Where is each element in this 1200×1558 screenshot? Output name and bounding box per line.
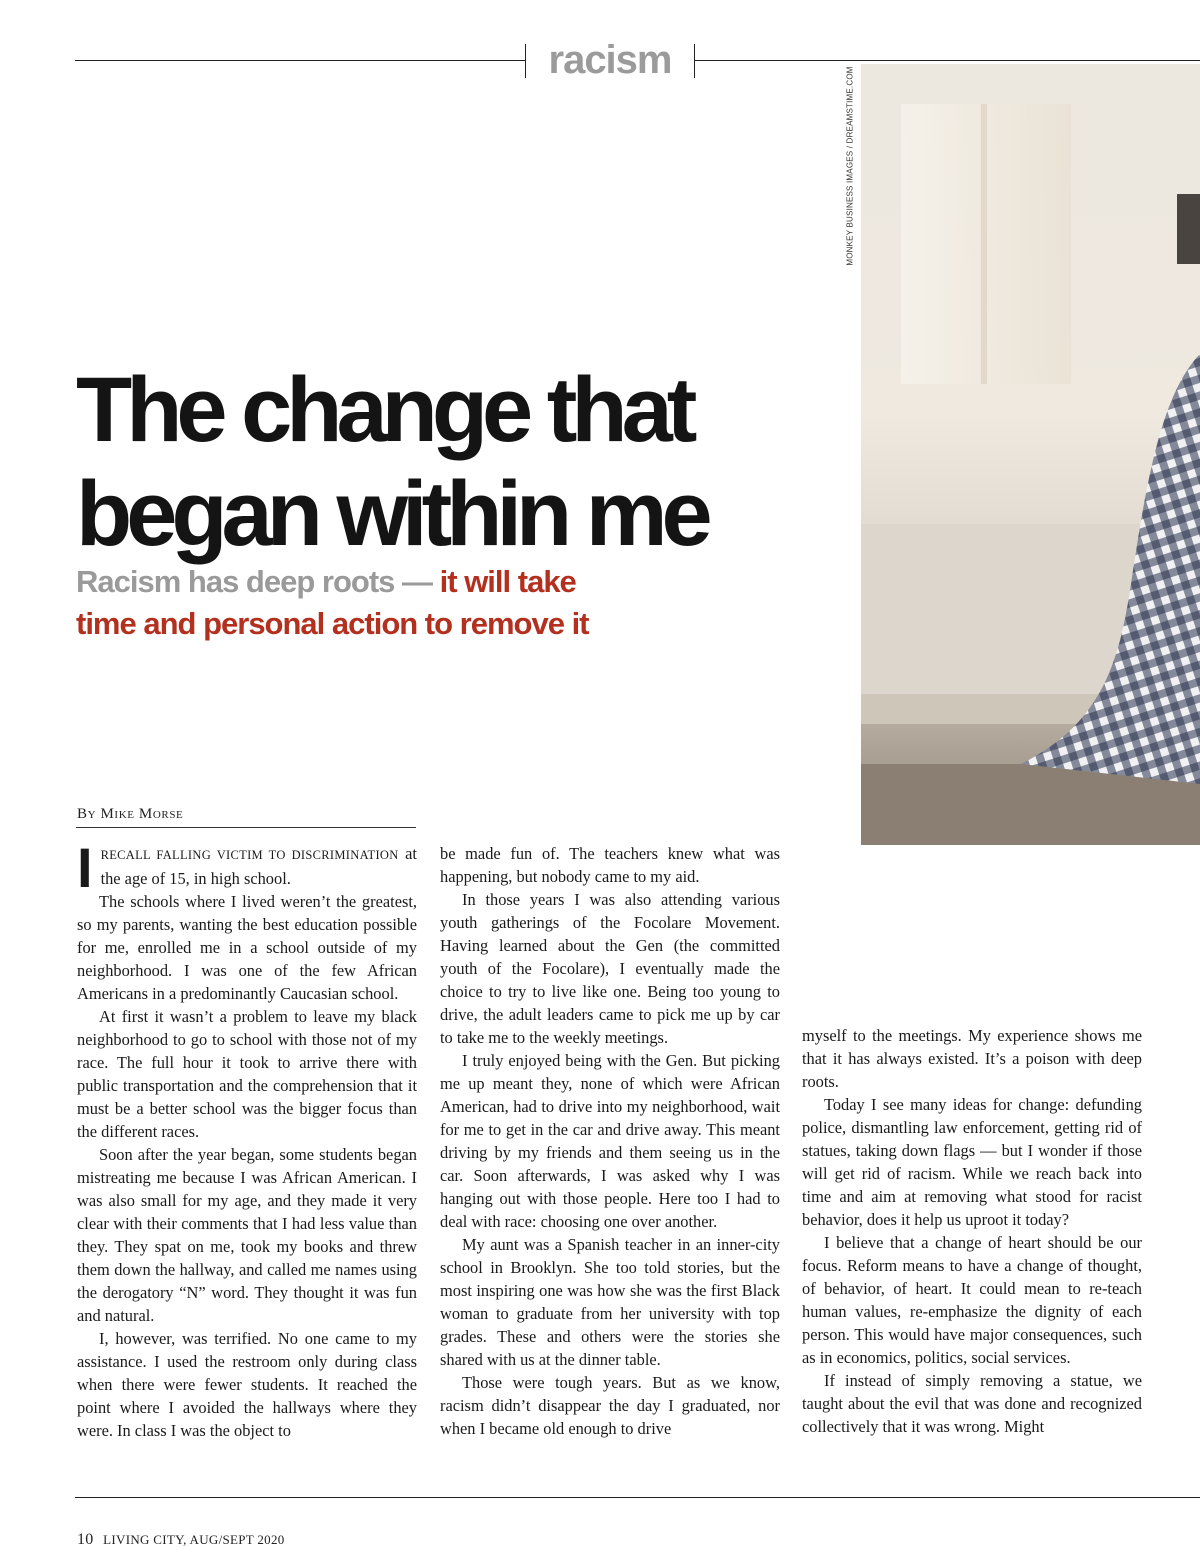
- byline-rule: [76, 827, 416, 828]
- section-label: racism: [548, 38, 672, 82]
- footer-rule: [75, 1497, 1200, 1498]
- page-footer: [77, 1531, 285, 1549]
- paragraph: At first it wasn’t a problem to leave my black neighborhood to go to school with those not of my race. The full hour it took to arrive there with public transportation and the comprehension that it must be a better school was the bigger focus than the different races.: [77, 1007, 417, 1141]
- article-photo: [861, 64, 1200, 845]
- header-rule-tick-left: [525, 44, 526, 78]
- lead-caps: RECALL FALLING VICTIM TO DISCRIMINATION: [100, 848, 399, 862]
- headline-line-2: began within me: [76, 463, 707, 565]
- article-column-2: [440, 842, 780, 1440]
- page-number: 10: [77, 1531, 94, 1548]
- paragraph: If instead of simply removing a statue, we taught about the evil that was done and recognized collectively that it was wrong. Might: [802, 1371, 1142, 1436]
- paragraph-continued: myself to the meetings. My experience shows me that it has always existed. It’s a poison with deep roots.: [802, 1026, 1142, 1091]
- paragraph: My aunt was a Spanish teacher in an inner-city school in Brooklyn. She too told stories, but the most inspiring one was how she was the first Black woman to graduate from her university with top grades. These and others were the stories she shared with us at the dinner table.: [440, 1235, 780, 1369]
- article-column-1: [77, 836, 417, 1442]
- header-rule-right: [694, 60, 1200, 61]
- photo-credit: MONKEY BUSINESS IMAGES / DREAMSTIME.COM: [845, 66, 855, 266]
- paragraph: Soon after the year began, some students began mistreating me because I was African American. I was also small for my age, and they made it very clear with their comments that I had less value than they. They spat on me, took my books and threw them down the hallway, and called me names using the derogatory “N” word. They thought it was fun and natural.: [77, 1145, 417, 1325]
- byline: By Mike Morse: [77, 806, 184, 822]
- deck-grey: Racism has deep roots —: [76, 564, 433, 599]
- headline: [76, 358, 836, 566]
- lead-paragraph: [77, 836, 417, 899]
- paragraph: In those years I was also attending various youth gatherings of the Focolare Movement. Having learned about the Gen (the committed youth of the Focolare), I eventually made the choice to try to live like one. Being too young to drive, the adult leaders came to pick me up by car to take me to the weekly meetings.: [440, 890, 780, 1047]
- paragraph: I, however, was terrified. No one came to my assistance. I used the restroom only during class when there were fewer students. It reached the point where I avoided the hallways where they were. In class I was the object to: [77, 1329, 417, 1440]
- headline-line-1: The change that: [76, 359, 692, 461]
- deck-red-2: time and personal action to remove it: [76, 606, 589, 641]
- header-rule-tick-right: [694, 44, 695, 78]
- paragraph-continued: be made fun of. The teachers knew what was happening, but nobody came to my aid.: [440, 844, 780, 886]
- publication-name: LIVING CITY, AUG/SEPT 2020: [103, 1532, 285, 1547]
- paragraph: Today I see many ideas for change: defunding police, dismantling law enforcement, getting rid of statues, taking down flags — but I wonder if those will get rid of racism. While we reach back into time and aim at removing what stood for racist behavior, does it help us uproot it today?: [802, 1095, 1142, 1229]
- drop-cap: I: [77, 836, 93, 899]
- paragraph: I believe that a change of heart should be our focus. Reform means to have a change of thought, of behavior, of heart. It could mean to re-teach human values, re-emphasize the dignity of each person. This would have major consequences, such as in economics, politics, social services.: [802, 1233, 1142, 1367]
- paragraph: I truly enjoyed being with the Gen. But picking me up meant they, none of which were African American, had to drive into my neighborhood, wait for me to get in the car and drive away. This meant driving by my friends and them seeing us in the car. Soon afterwards, I was asked why I was hanging out with those people. Here too I had to deal with race: choosing one over another.: [440, 1051, 780, 1231]
- article-column-3: [802, 1024, 1142, 1438]
- paragraph: Those were tough years. But as we know, racism didn’t disappear the day I graduated, nor when I became old enough to drive: [440, 1373, 780, 1438]
- paragraph: The schools where I lived weren’t the greatest, so my parents, wanting the best education possible for me, enrolled me in a school outside of my neighborhood. I was one of the few African Americans in a predominantly Caucasian school.: [77, 892, 417, 1003]
- deck-red-1: it will take: [439, 564, 576, 599]
- deck: [76, 561, 776, 645]
- lead-rest: at the age of 15, in high school.: [100, 844, 417, 888]
- header-rule-left: [75, 60, 525, 61]
